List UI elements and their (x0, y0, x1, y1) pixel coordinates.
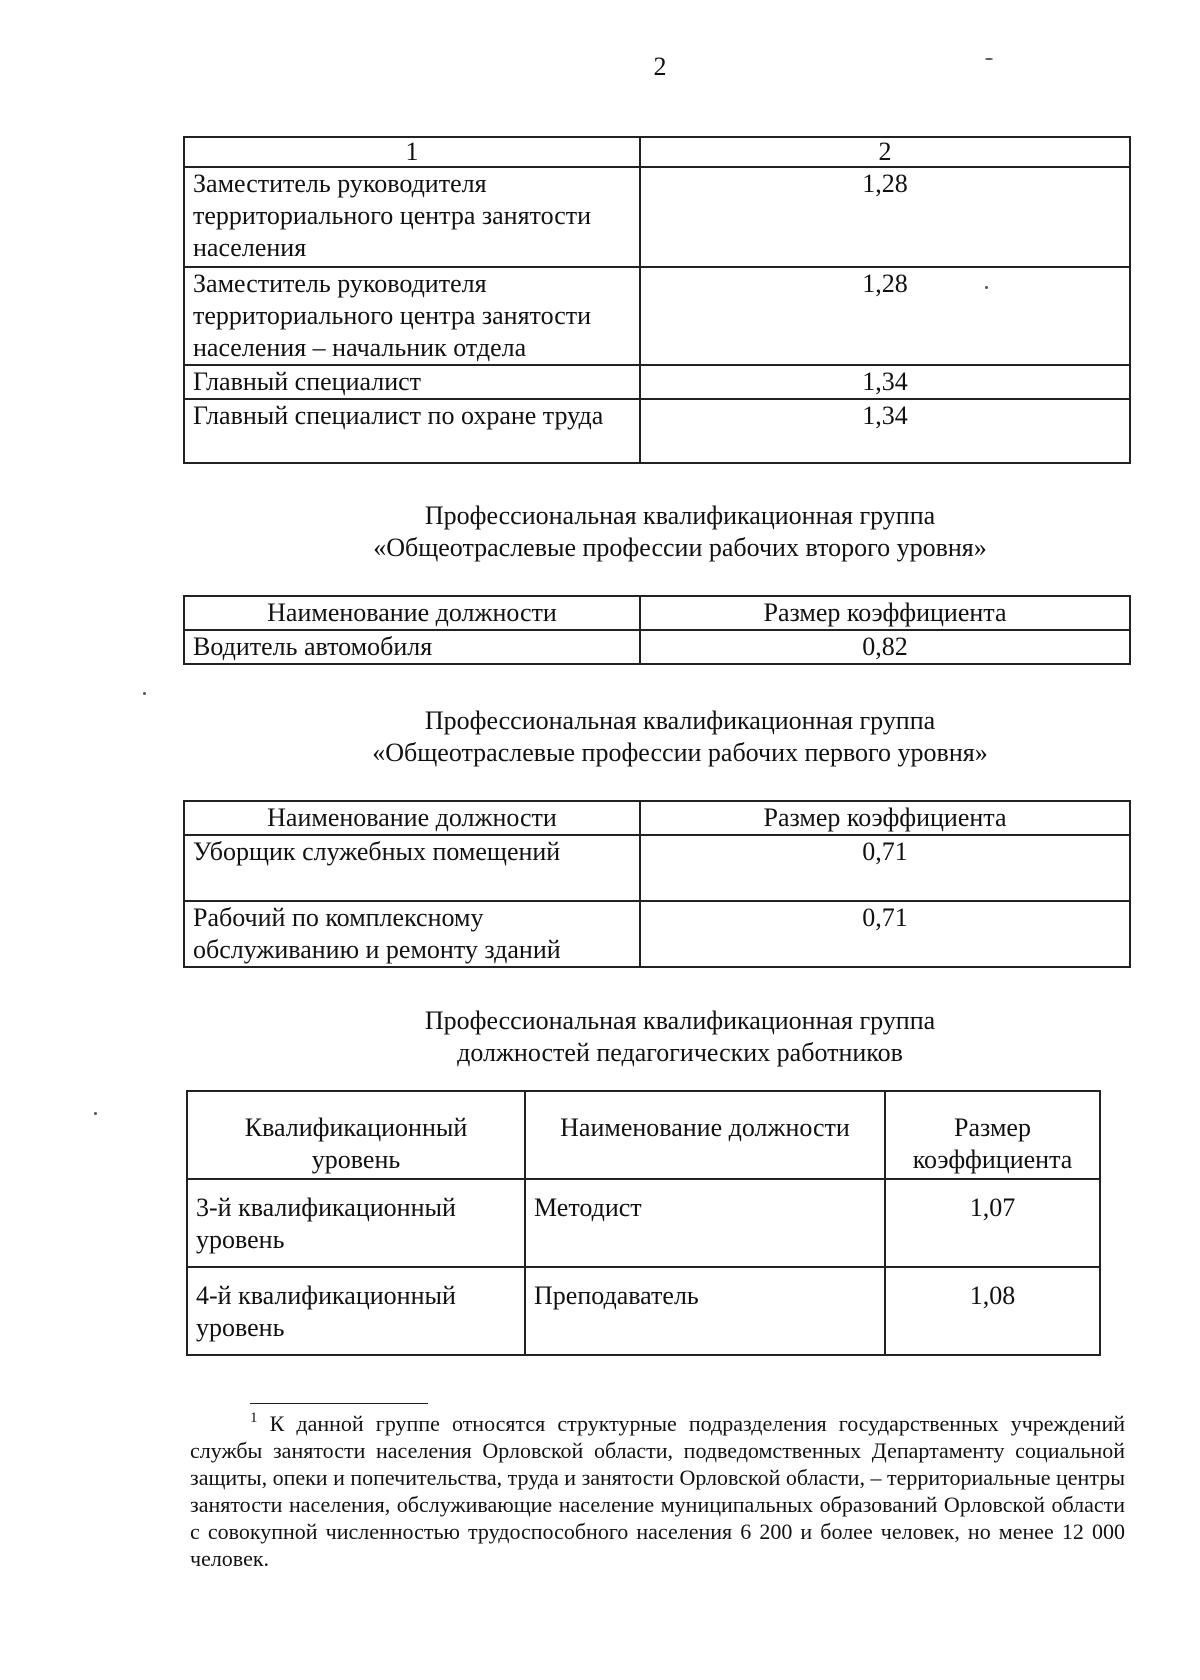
coefficient-cell: 1,34 (640, 399, 1130, 463)
group-title-line: «Общеотраслевые профессии рабочих первого уровня» (372, 738, 988, 767)
header-coefficient: Размер коэффициента (885, 1091, 1100, 1179)
header-position: Наименование должности (184, 801, 640, 835)
coefficient-cell: 0,82 (640, 630, 1130, 664)
footnote (190, 1410, 1125, 1572)
coefficient-cell: 1,28 (640, 167, 1130, 267)
scan-speck (143, 692, 146, 695)
table-header-row (184, 801, 1130, 835)
scan-speck (94, 1112, 97, 1115)
table-row (184, 167, 1130, 267)
group-title-line: Профессиональная квалификационная группа (424, 1006, 936, 1035)
table-row (184, 901, 1130, 967)
level-cell: 4-й квалификационный уровень (187, 1267, 525, 1355)
group-title-line: Профессиональная квалификационная группа (424, 706, 936, 735)
scan-speck (985, 58, 993, 60)
header-position: Наименование должности (525, 1091, 885, 1179)
header-level: Квалификационный уровень (187, 1091, 525, 1179)
footnote-separator (250, 1403, 428, 1404)
header-position: Наименование должности (184, 596, 640, 630)
coefficient-cell: 0,71 (640, 835, 1130, 901)
group-title-line: «Общеотраслевые профессии рабочих второго уровня» (373, 533, 987, 562)
continuation-table (183, 136, 1131, 464)
coefficient-cell: 0,71 (640, 901, 1130, 967)
coefficient-cell: 1,28 (640, 267, 1130, 365)
position-cell: Главный специалист (184, 365, 640, 399)
table-row (187, 1179, 1100, 1267)
footnote-text: К данной группе относятся структурные подразделения государственных учреждений службы занятости населения Орловской области, подведомственных Департаменту социальной защиты, опеки и попечительства, труда и занятости Орловской области, – территориальные центры занятости населения, обслуживающие население муниципальных образований Орловской области с совокупной численностью трудоспособного населения 6 200 и более человек, но менее 12 000 человек. (190, 1411, 1126, 1571)
coefficient-cell: 1,34 (640, 365, 1130, 399)
group-title-workers-level2 (0, 500, 1200, 564)
coefficient-cell: 1,07 (885, 1179, 1100, 1267)
table-row (184, 399, 1130, 463)
position-cell: Уборщик служебных помещений (184, 835, 640, 901)
position-cell: Заместитель руководителя территориального центра занятости населения (184, 167, 640, 267)
coefficient-cell: 1,08 (885, 1267, 1100, 1355)
position-cell: Методист (525, 1179, 885, 1267)
position-cell: Водитель автомобиля (184, 630, 640, 664)
group-title-line: должностей педагогических работников (457, 1038, 903, 1067)
table-row (184, 267, 1130, 365)
position-cell: Главный специалист по охране труда (184, 399, 640, 463)
table-row (184, 365, 1130, 399)
workers-level1-table (183, 800, 1131, 968)
column-number-1: 1 (184, 137, 640, 167)
table-header-row (184, 137, 1130, 167)
footnote-marker: 1 (250, 1410, 258, 1426)
workers-level2-table (183, 595, 1131, 665)
position-cell: Рабочий по комплексному обслуживанию и ремонту зданий (184, 901, 640, 967)
scan-speck (985, 286, 988, 289)
position-cell: Преподаватель (525, 1267, 885, 1355)
position-cell: Заместитель руководителя территориального центра занятости населения – начальник отдела (184, 267, 640, 365)
group-title-line: Профессиональная квалификационная группа (424, 501, 936, 530)
table-row (184, 630, 1130, 664)
page-number: 2 (653, 52, 667, 81)
table-header-row (184, 596, 1130, 630)
column-number-2: 2 (640, 137, 1130, 167)
header-coefficient: Размер коэффициента (640, 596, 1130, 630)
table-row (187, 1267, 1100, 1355)
table-header-row (187, 1091, 1100, 1179)
pedagogical-table (186, 1090, 1101, 1356)
group-title-pedagogical (0, 1005, 1200, 1069)
table-row (184, 835, 1130, 901)
header-coefficient: Размер коэффициента (640, 801, 1130, 835)
level-cell: 3-й квалификационный уровень (187, 1179, 525, 1267)
group-title-workers-level1 (0, 705, 1200, 769)
